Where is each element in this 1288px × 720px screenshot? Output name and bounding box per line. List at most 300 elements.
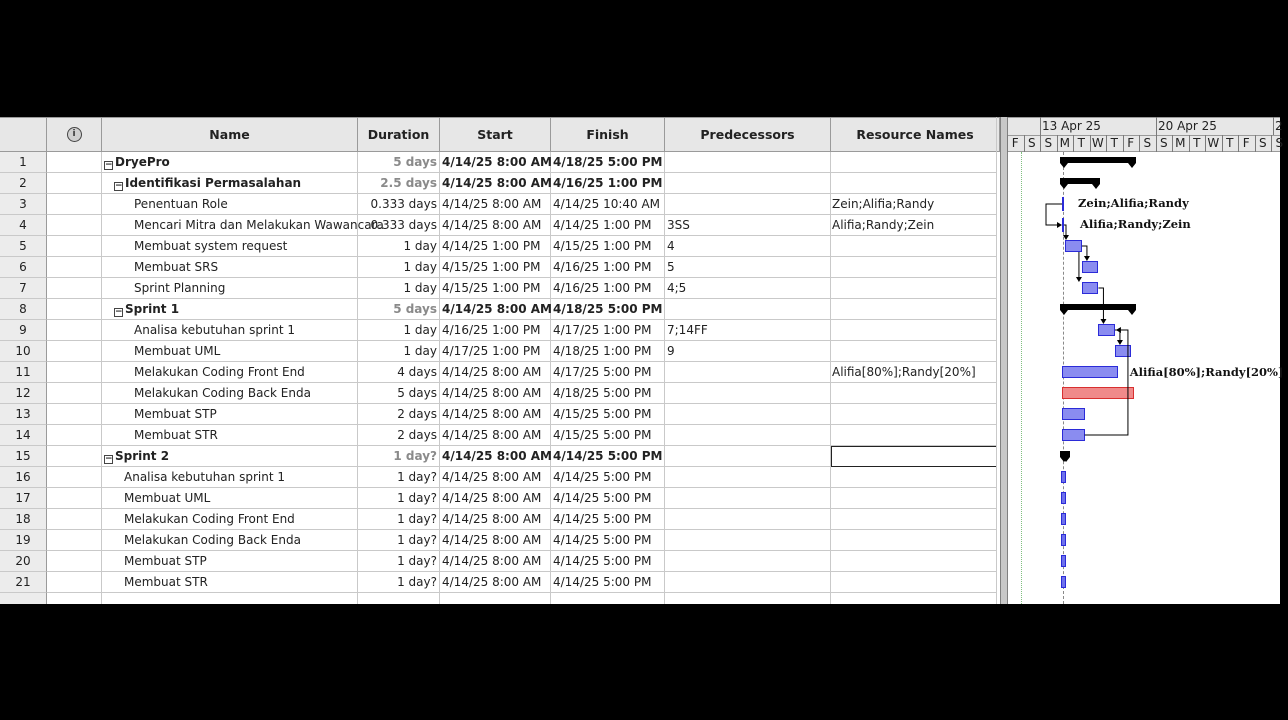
cell-text: 4/14/25 5:00 PM: [553, 491, 652, 505]
task-row[interactable]: [0, 530, 1000, 551]
cell-text: 4/14/25 1:00 PM: [553, 218, 652, 232]
predecessors-cell[interactable]: [665, 572, 831, 593]
resource-names-cell[interactable]: [831, 404, 997, 425]
duration-cell[interactable]: [358, 383, 440, 404]
start-cell[interactable]: [440, 404, 551, 425]
cell-text: 4/15/25 5:00 PM: [553, 428, 652, 442]
task-sheet: [0, 117, 1000, 604]
cell-text: 6: [19, 260, 27, 274]
predecessors-cell[interactable]: [665, 215, 831, 236]
name-column-header[interactable]: Name: [102, 117, 358, 152]
row-number[interactable]: [0, 467, 47, 488]
predecessors-cell[interactable]: [665, 173, 831, 194]
task-name-cell[interactable]: [102, 299, 358, 320]
duration-cell[interactable]: [358, 404, 440, 425]
finish-cell[interactable]: [551, 278, 665, 299]
resource-names-column-header[interactable]: Resource Names: [831, 117, 1000, 152]
predecessors-cell[interactable]: [665, 446, 831, 467]
start-cell[interactable]: [440, 341, 551, 362]
task-row[interactable]: [0, 194, 1000, 215]
cell-text: 4/15/25 1:00 PM: [442, 281, 541, 295]
cell-text: Sprint 2: [115, 449, 170, 463]
task-name-cell[interactable]: [102, 551, 358, 572]
timescale-day-label: S: [1027, 136, 1036, 150]
predecessors-cell[interactable]: [665, 509, 831, 530]
row-number[interactable]: [0, 530, 47, 551]
cell-text: Membuat STR: [124, 575, 208, 589]
start-cell[interactable]: [440, 215, 551, 236]
cell-text: 4/16/25 1:00 PM: [553, 176, 663, 190]
select-all-corner[interactable]: [0, 117, 47, 152]
cell-text: 9: [667, 344, 675, 358]
task-name-cell[interactable]: [102, 467, 358, 488]
duration-cell[interactable]: [358, 236, 440, 257]
finish-cell[interactable]: [551, 341, 665, 362]
task-row[interactable]: [0, 467, 1000, 488]
predecessors-cell[interactable]: [665, 320, 831, 341]
task-name-cell[interactable]: [102, 257, 358, 278]
pane-splitter[interactable]: [1000, 117, 1008, 604]
task-row[interactable]: [0, 383, 1000, 404]
collapse-toggle-icon[interactable]: −: [105, 454, 113, 464]
predecessors-cell[interactable]: [665, 152, 831, 173]
task-row[interactable]: [0, 299, 1000, 320]
duration-cell[interactable]: [358, 488, 440, 509]
finish-cell[interactable]: [551, 530, 665, 551]
grid-line: [664, 593, 665, 604]
resource-names-cell[interactable]: [831, 341, 997, 362]
task-name-cell[interactable]: [102, 572, 358, 593]
cell-text: Membuat SRS: [134, 260, 219, 274]
task-name-cell[interactable]: [102, 173, 358, 194]
resource-names-cell[interactable]: [831, 530, 997, 551]
cell-text: 1 day?: [397, 554, 437, 568]
start-cell[interactable]: [440, 551, 551, 572]
duration-cell[interactable]: [358, 215, 440, 236]
finish-column-header[interactable]: Finish: [551, 117, 665, 152]
link-arrow-icon: [1057, 222, 1062, 228]
start-cell[interactable]: [440, 278, 551, 299]
timescale-day-label: M: [1175, 136, 1186, 150]
task-row[interactable]: [0, 152, 1000, 173]
finish-cell[interactable]: [551, 446, 665, 467]
grid-line: [830, 593, 831, 604]
predecessors-cell[interactable]: [665, 467, 831, 488]
row-number[interactable]: [0, 215, 47, 236]
finish-cell[interactable]: [551, 215, 665, 236]
cell-text: Membuat UML: [134, 344, 221, 358]
cell-text: 4/14/25 8:00 AM: [442, 575, 542, 589]
timescale-week-label: 2: [1275, 119, 1283, 133]
task-row[interactable]: [0, 341, 1000, 362]
cell-text: Membuat STP: [134, 407, 217, 421]
cell-text: 4: [667, 239, 675, 253]
resource-names-cell[interactable]: [831, 446, 997, 467]
row-number[interactable]: [0, 236, 47, 257]
link-arrow-icon: [1116, 327, 1121, 333]
cell-text: 4/15/25 1:00 PM: [553, 239, 652, 253]
start-cell[interactable]: [440, 425, 551, 446]
finish-cell[interactable]: [551, 173, 665, 194]
link-arrow-icon: [1063, 235, 1069, 240]
indicator-cell[interactable]: [47, 299, 102, 320]
cell-text: 1 day: [403, 239, 437, 253]
indicator-cell[interactable]: [47, 572, 102, 593]
resource-names-cell[interactable]: [831, 236, 997, 257]
cell-text: 4/14/25 8:00 AM: [442, 512, 542, 526]
resource-names-cell[interactable]: [831, 320, 997, 341]
duration-cell[interactable]: [358, 299, 440, 320]
row-number[interactable]: [0, 320, 47, 341]
row-number[interactable]: [0, 362, 47, 383]
cell-text: 4/14/25 5:00 PM: [553, 554, 652, 568]
row-number[interactable]: [0, 551, 47, 572]
finish-cell[interactable]: [551, 404, 665, 425]
predecessors-cell[interactable]: [665, 278, 831, 299]
resource-names-cell[interactable]: [831, 152, 997, 173]
predecessors-cell[interactable]: [665, 362, 831, 383]
resource-names-cell[interactable]: [831, 467, 997, 488]
cell-text: Mencari Mitra dan Melakukan Wawancara: [134, 218, 384, 232]
predecessors-column-header[interactable]: Predecessors: [665, 117, 831, 152]
cell-text: 1 day?: [397, 533, 437, 547]
task-row[interactable]: [0, 425, 1000, 446]
predecessors-cell[interactable]: [665, 299, 831, 320]
cell-text: 4/14/25 8:00 AM: [442, 176, 552, 190]
cell-text: 4/14/25 8:00 AM: [442, 554, 542, 568]
indicator-cell[interactable]: [47, 530, 102, 551]
task-name-cell[interactable]: [102, 215, 384, 236]
cell-text: 7: [19, 281, 27, 295]
start-cell[interactable]: [440, 572, 551, 593]
cell-text: 4/15/25 1:00 PM: [442, 260, 541, 274]
row-number[interactable]: [0, 299, 47, 320]
cell-text: 5: [19, 239, 27, 253]
task-row[interactable]: [0, 236, 1000, 257]
timescale-week-label: 13 Apr 25: [1042, 119, 1101, 133]
duration-cell[interactable]: [358, 467, 440, 488]
resource-names-cell[interactable]: [831, 215, 997, 236]
task-name-cell[interactable]: [102, 152, 358, 173]
start-cell[interactable]: [440, 320, 551, 341]
row-number[interactable]: [0, 257, 47, 278]
cell-text: 3SS: [667, 218, 690, 232]
task-name-cell[interactable]: [102, 194, 358, 215]
task-name-cell[interactable]: [102, 446, 358, 467]
predecessors-cell[interactable]: [665, 404, 831, 425]
resource-names-cell[interactable]: [831, 278, 997, 299]
cell-text: 4/16/25 1:00 PM: [553, 281, 652, 295]
cell-text: Penentuan Role: [134, 197, 228, 211]
cell-text: 4/14/25 8:00 AM: [442, 449, 552, 463]
duration-column-header[interactable]: Duration: [358, 117, 440, 152]
finish-cell[interactable]: [551, 194, 665, 215]
cell-text: Alifia[80%];Randy[20%]: [832, 365, 976, 379]
row-number[interactable]: [0, 173, 47, 194]
task-row[interactable]: [0, 509, 1000, 530]
predecessors-cell[interactable]: [665, 551, 831, 572]
task-row[interactable]: [0, 572, 1000, 593]
start-cell[interactable]: [440, 446, 551, 467]
cell-text: 1 day: [403, 344, 437, 358]
cell-text: 0.333 days: [370, 218, 437, 232]
cell-text: 16: [15, 470, 31, 484]
duration-cell[interactable]: [358, 194, 440, 215]
cell-text: Alifia;Randy;Zein: [832, 218, 935, 232]
indicator-cell[interactable]: [47, 509, 102, 530]
cell-text: 4/14/25 8:00 AM: [442, 365, 542, 379]
timescale-day-label: T: [1077, 136, 1085, 150]
predecessors-cell[interactable]: [665, 425, 831, 446]
row-number[interactable]: [0, 341, 47, 362]
start-cell[interactable]: [440, 236, 551, 257]
duration-cell[interactable]: [358, 425, 440, 446]
predecessors-cell[interactable]: [665, 257, 831, 278]
task-row[interactable]: [0, 404, 1000, 425]
indicator-cell[interactable]: [47, 194, 102, 215]
task-row[interactable]: [0, 488, 1000, 509]
predecessors-cell[interactable]: [665, 383, 831, 404]
task-name-cell[interactable]: [102, 278, 358, 299]
predecessors-cell[interactable]: [665, 488, 831, 509]
indicator-cell[interactable]: [47, 215, 102, 236]
duration-cell[interactable]: [358, 530, 440, 551]
cell-text: 4/14/25 8:00 AM: [442, 491, 542, 505]
cell-text: 4/17/25 5:00 PM: [553, 365, 652, 379]
finish-cell[interactable]: [551, 152, 665, 173]
resource-names-cell[interactable]: [831, 488, 997, 509]
task-name-cell[interactable]: [102, 383, 358, 404]
task-name-cell[interactable]: [102, 425, 358, 446]
start-cell[interactable]: [440, 488, 551, 509]
start-cell[interactable]: [440, 383, 551, 404]
resource-names-cell[interactable]: [831, 299, 997, 320]
task-row[interactable]: [0, 320, 1000, 341]
resource-names-cell[interactable]: [831, 362, 997, 383]
finish-cell[interactable]: [551, 320, 665, 341]
link-arrow-icon: [1076, 277, 1082, 282]
timescale-day-label: M: [1059, 136, 1070, 150]
row-number[interactable]: [0, 488, 47, 509]
start-cell[interactable]: [440, 467, 551, 488]
indicator-cell[interactable]: [47, 257, 102, 278]
cell-text: 12: [15, 386, 31, 400]
task-row[interactable]: [0, 362, 1000, 383]
cell-text: 1 day?: [397, 575, 437, 589]
resource-names-cell[interactable]: [831, 425, 997, 446]
finish-cell[interactable]: [551, 488, 665, 509]
row-number[interactable]: [0, 278, 47, 299]
row-number[interactable]: [0, 425, 47, 446]
resource-names-cell[interactable]: [831, 509, 997, 530]
indicator-cell[interactable]: [47, 236, 102, 257]
timescale-day-label: T: [1226, 136, 1234, 150]
cell-text: 4/14/25 5:00 PM: [553, 512, 652, 526]
finish-cell[interactable]: [551, 257, 665, 278]
predecessors-cell[interactable]: [665, 530, 831, 551]
task-name-cell[interactable]: [102, 530, 358, 551]
indicator-cell[interactable]: [47, 446, 102, 467]
cell-text: Sprint Planning: [134, 281, 226, 295]
task-row[interactable]: [0, 278, 1000, 299]
cell-text: Melakukan Coding Back Enda: [124, 533, 301, 547]
row-number[interactable]: [0, 194, 47, 215]
cell-text: 4/14/25 1:00 PM: [442, 239, 541, 253]
start-cell[interactable]: [440, 362, 551, 383]
row-number[interactable]: [0, 152, 47, 173]
duration-cell[interactable]: [358, 509, 440, 530]
timescale-day-label: W: [1091, 136, 1104, 150]
cell-text: Sprint 1: [125, 302, 180, 316]
finish-cell[interactable]: [551, 509, 665, 530]
task-row[interactable]: [0, 257, 1000, 278]
duration-cell[interactable]: [358, 173, 440, 194]
row-number[interactable]: [0, 404, 47, 425]
collapse-toggle-icon[interactable]: −: [115, 307, 123, 317]
task-row[interactable]: [0, 173, 1000, 194]
cell-text: 18: [15, 512, 31, 526]
timescale-day-label: F: [1242, 136, 1250, 150]
link-arrow-icon: [1084, 256, 1090, 261]
cell-text: Analisa kebutuhan sprint 1: [124, 470, 285, 484]
task-name-cell[interactable]: [102, 509, 358, 530]
task-name-cell[interactable]: [102, 341, 358, 362]
cell-text: 1 day?: [397, 470, 437, 484]
grid-line: [439, 593, 440, 604]
indicator-cell[interactable]: [47, 551, 102, 572]
resource-names-cell[interactable]: [831, 383, 997, 404]
finish-cell[interactable]: [551, 383, 665, 404]
duration-cell[interactable]: [358, 341, 440, 362]
link-arrow-icon: [1117, 340, 1123, 345]
indicator-cell[interactable]: [47, 152, 102, 173]
resource-label: Alifia[80%];Randy[20%]: [1129, 365, 1284, 379]
indicators-column-header[interactable]: [47, 117, 102, 152]
cell-text: 4/14/25 5:00 PM: [553, 449, 663, 463]
duration-cell[interactable]: [358, 362, 440, 383]
duration-cell[interactable]: [358, 551, 440, 572]
start-column-header[interactable]: Start: [440, 117, 551, 152]
start-cell[interactable]: [440, 530, 551, 551]
indicator-cell[interactable]: [47, 320, 102, 341]
finish-cell[interactable]: [551, 467, 665, 488]
link-arrow-icon: [1100, 319, 1106, 324]
indicator-cell[interactable]: [47, 383, 102, 404]
task-name-cell[interactable]: [102, 320, 358, 341]
finish-cell[interactable]: [551, 236, 665, 257]
row-number[interactable]: [0, 383, 47, 404]
resource-names-cell[interactable]: [831, 194, 997, 215]
cell-text: 4/18/25 5:00 PM: [553, 386, 652, 400]
ms-project-window: [0, 117, 1284, 604]
start-cell[interactable]: [440, 509, 551, 530]
duration-cell[interactable]: [358, 446, 440, 467]
finish-cell[interactable]: [551, 572, 665, 593]
task-name-cell[interactable]: [102, 362, 358, 383]
start-cell[interactable]: [440, 152, 551, 173]
dependency-link[interactable]: [1098, 288, 1103, 322]
start-cell[interactable]: [440, 257, 551, 278]
cell-text: 15: [15, 449, 31, 463]
resource-label: Alifia;Randy;Zein: [1080, 217, 1191, 231]
row-number[interactable]: [0, 572, 47, 593]
indicator-cell[interactable]: [47, 173, 102, 194]
cell-text: Membuat STR: [134, 428, 218, 442]
start-cell[interactable]: [440, 299, 551, 320]
indicator-cell[interactable]: [47, 404, 102, 425]
cell-text: Membuat UML: [124, 491, 211, 505]
indicator-cell[interactable]: [47, 341, 102, 362]
row-number[interactable]: [0, 509, 47, 530]
finish-cell[interactable]: [551, 299, 665, 320]
cell-text: Melakukan Coding Back Enda: [134, 386, 311, 400]
dependency-link[interactable]: [1046, 204, 1062, 225]
resource-names-cell[interactable]: [831, 173, 997, 194]
start-cell[interactable]: [440, 173, 551, 194]
duration-cell[interactable]: [358, 257, 440, 278]
finish-cell[interactable]: [551, 362, 665, 383]
task-row[interactable]: [0, 446, 1000, 467]
cell-text: 4/14/25 5:00 PM: [553, 533, 652, 547]
predecessors-cell[interactable]: [665, 236, 831, 257]
cell-text: 8: [19, 302, 27, 316]
resource-names-cell[interactable]: [831, 572, 997, 593]
timescale-day-label: T: [1110, 136, 1118, 150]
cell-text: 4/14/25 8:00 AM: [442, 428, 542, 442]
dependency-link[interactable]: [1085, 330, 1128, 435]
row-number[interactable]: [0, 446, 47, 467]
cell-text: 4/14/25 8:00 AM: [442, 470, 542, 484]
duration-cell[interactable]: [358, 572, 440, 593]
task-row[interactable]: [0, 551, 1000, 572]
collapse-toggle-icon[interactable]: −: [115, 181, 123, 191]
task-name-cell[interactable]: [102, 404, 358, 425]
indicator-cell[interactable]: [47, 467, 102, 488]
cell-text: 0.333 days: [370, 197, 437, 211]
cell-text: 3: [19, 197, 27, 211]
task-name-cell[interactable]: [102, 236, 358, 257]
cell-text: 10: [15, 344, 31, 358]
start-cell[interactable]: [440, 194, 551, 215]
cell-text: 5 days: [397, 386, 437, 400]
cell-text: 20: [15, 554, 31, 568]
resource-names-cell[interactable]: [831, 257, 997, 278]
indicator-cell[interactable]: [47, 278, 102, 299]
indicator-cell[interactable]: [47, 362, 102, 383]
predecessors-cell[interactable]: [665, 341, 831, 362]
indicator-cell[interactable]: [47, 488, 102, 509]
cell-text: 4/14/25 10:40 AM: [553, 197, 661, 211]
cell-text: 2.5 days: [380, 176, 437, 190]
task-row[interactable]: [0, 215, 1000, 236]
cell-text: 4/14/25 8:00 AM: [442, 533, 542, 547]
duration-cell[interactable]: [358, 278, 440, 299]
timescale-day-label: S: [1258, 136, 1267, 150]
cell-text: 4/15/25 5:00 PM: [553, 407, 652, 421]
predecessors-cell[interactable]: [665, 194, 831, 215]
cell-text: 9: [19, 323, 27, 337]
finish-cell[interactable]: [551, 425, 665, 446]
duration-cell[interactable]: [358, 152, 440, 173]
duration-cell[interactable]: [358, 320, 440, 341]
finish-cell[interactable]: [551, 551, 665, 572]
resource-names-cell[interactable]: [831, 551, 997, 572]
collapse-toggle-icon[interactable]: −: [105, 160, 113, 170]
timescale-day-label: S: [1143, 136, 1152, 150]
resource-label: Zein;Alifia;Randy: [1078, 196, 1189, 210]
indicator-cell[interactable]: [47, 425, 102, 446]
task-name-cell[interactable]: [102, 488, 358, 509]
